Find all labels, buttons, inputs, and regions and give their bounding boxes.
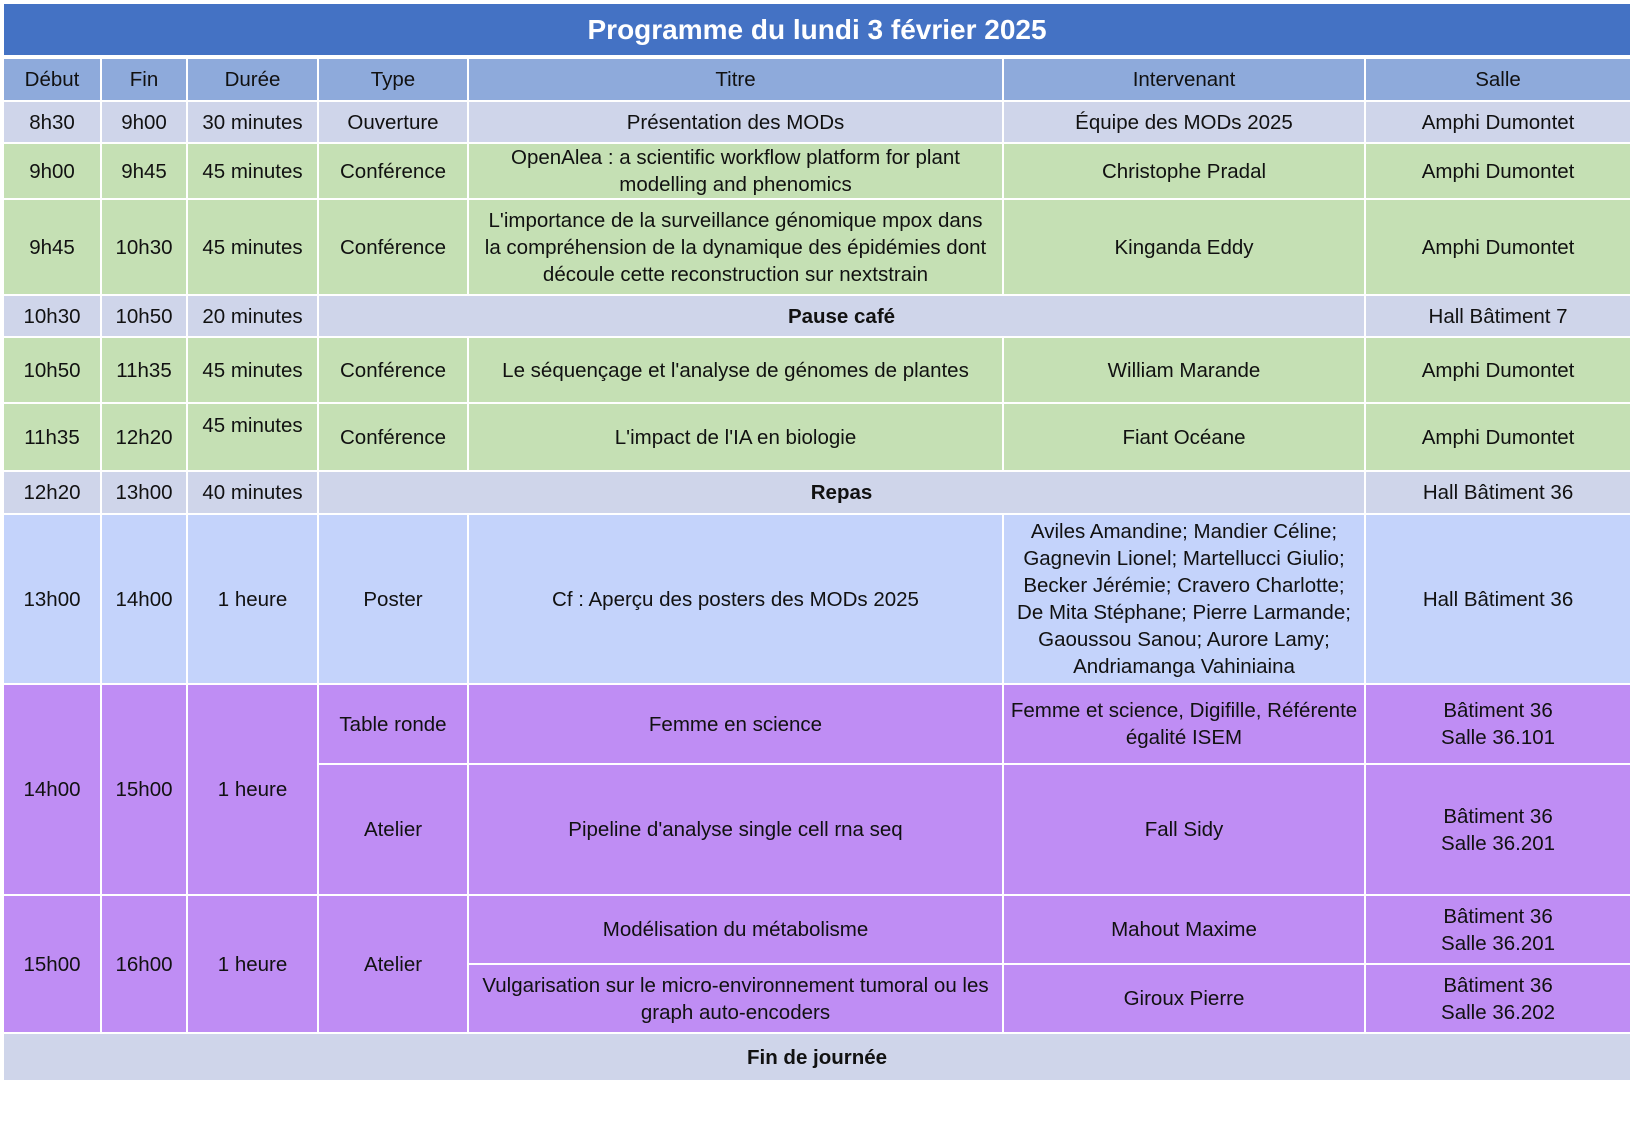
cell-fin: 15h00	[101, 684, 187, 895]
salle-line: Salle 36.201	[1441, 931, 1556, 955]
cell-intervenant	[1003, 684, 1365, 764]
cell-salle	[1365, 764, 1631, 895]
cell-fin: 9h00	[101, 101, 187, 143]
table-row	[3, 337, 1631, 403]
table-row	[3, 514, 1631, 684]
salle-line: Bâtiment 36	[1443, 804, 1553, 828]
cell-salle	[1365, 964, 1631, 1033]
cell-intervenant	[1003, 514, 1365, 684]
table-row	[3, 295, 1631, 337]
header-type: Type	[318, 57, 468, 101]
title-row	[3, 3, 1631, 57]
header-intervenant: Intervenant	[1003, 57, 1365, 101]
cell-duree: 30 minutes	[187, 101, 318, 143]
cell-intervenant: Kinganda Eddy	[1003, 199, 1365, 295]
cell-debut: 14h00	[3, 684, 101, 895]
header-titre: Titre	[468, 57, 1003, 101]
table-row	[3, 403, 1631, 471]
cell-titre: OpenAlea : a scientific workflow platform for plant modelling and phenomics	[468, 143, 1003, 199]
cell-type: Conférence	[318, 143, 468, 199]
cell-intervenant: Fall Sidy	[1003, 764, 1365, 895]
cell-salle: Amphi Dumontet	[1365, 143, 1631, 199]
cell-type: Conférence	[318, 403, 468, 471]
cell-debut: 10h30	[3, 295, 101, 337]
cell-duree: 40 minutes	[187, 471, 318, 514]
cell-debut: 9h00	[3, 143, 101, 199]
cell-duree: 1 heure	[187, 684, 318, 895]
cell-duree: 45 minutes	[187, 199, 318, 295]
cell-type: Poster	[318, 514, 468, 684]
cell-salle: Amphi Dumontet	[1365, 199, 1631, 295]
intervenant-line: Gagnevin Lionel; Martellucci Giulio;	[1023, 547, 1345, 570]
cell-type: Atelier	[318, 764, 468, 895]
cell-titre: Femme en science	[468, 684, 1003, 764]
salle-line: Bâtiment 36	[1443, 973, 1553, 997]
header-debut: Début	[3, 57, 101, 101]
cell-type: Ouverture	[318, 101, 468, 143]
intervenant-line: De Mita Stéphane; Pierre Larmande;	[1017, 601, 1351, 624]
cell-intervenant: William Marande	[1003, 337, 1365, 403]
intervenant-line: Andriamanga Vahiniaina	[1073, 655, 1295, 678]
cell-titre: Pipeline d'analyse single cell rna seq	[468, 764, 1003, 895]
cell-titre: Présentation des MODs	[468, 101, 1003, 143]
cell-debut: 13h00	[3, 514, 101, 684]
salle-line: Bâtiment 36	[1443, 904, 1553, 928]
salle-line: Salle 36.202	[1441, 1000, 1556, 1024]
intervenant-line: égalité ISEM	[1125, 726, 1243, 749]
cell-titre: Le séquençage et l'analyse de génomes de plantes	[468, 337, 1003, 403]
cell-duree: 45 minutes	[187, 143, 318, 199]
cell-debut: 9h45	[3, 199, 101, 295]
cell-salle	[1365, 684, 1631, 764]
cell-titre: Modélisation du métabolisme	[468, 895, 1003, 964]
cell-salle: Hall Bâtiment 36	[1365, 471, 1631, 514]
cell-intervenant: Équipe des MODs 2025	[1003, 101, 1365, 143]
salle-line: Salle 36.201	[1441, 831, 1556, 855]
cell-fin: 16h00	[101, 895, 187, 1033]
cell-salle: Amphi Dumontet	[1365, 337, 1631, 403]
schedule-table	[2, 2, 1632, 1082]
cell-salle: Amphi Dumontet	[1365, 403, 1631, 471]
cell-fin: 13h00	[101, 471, 187, 514]
cell-debut: 11h35	[3, 403, 101, 471]
cell-pause: Repas	[318, 471, 1365, 514]
header-fin: Fin	[101, 57, 187, 101]
cell-salle	[1365, 895, 1631, 964]
cell-duree: 1 heure	[187, 514, 318, 684]
intervenant-line: Gaoussou Sanou; Aurore Lamy;	[1038, 628, 1330, 651]
cell-fin: 11h35	[101, 337, 187, 403]
cell-debut: 15h00	[3, 895, 101, 1033]
table-row	[3, 684, 1631, 764]
cell-duree: 45 minutes	[187, 337, 318, 403]
footer-row	[3, 1033, 1631, 1081]
cell-duree: 1 heure	[187, 895, 318, 1033]
cell-debut: 10h50	[3, 337, 101, 403]
salle-line: Salle 36.101	[1441, 726, 1556, 749]
intervenant-line: Aviles Amandine; Mandier Céline;	[1030, 520, 1338, 543]
cell-fin: 12h20	[101, 403, 187, 471]
cell-debut: 8h30	[3, 101, 101, 143]
titre-line: Vulgarisation sur le micro-environnement tumoral ou les	[482, 973, 989, 997]
cell-salle: Hall Bâtiment 7	[1365, 295, 1631, 337]
cell-intervenant: Christophe Pradal	[1003, 143, 1365, 199]
cell-titre: L'impact de l'IA en biologie	[468, 403, 1003, 471]
header-duree: Durée	[187, 57, 318, 101]
intervenant-line: Femme et science, Digifille, Référente	[1010, 699, 1358, 722]
cell-type: Atelier	[318, 895, 468, 1033]
header-row	[3, 57, 1631, 101]
cell-fin: 10h30	[101, 199, 187, 295]
cell-fin: 10h50	[101, 295, 187, 337]
salle-line: Bâtiment 36	[1443, 699, 1553, 722]
cell-type: Conférence	[318, 337, 468, 403]
cell-fin: 14h00	[101, 514, 187, 684]
titre-line: graph auto-encoders	[640, 1000, 831, 1024]
cell-type: Conférence	[318, 199, 468, 295]
cell-debut: 12h20	[3, 471, 101, 514]
cell-intervenant: Giroux Pierre	[1003, 964, 1365, 1033]
cell-duree: 45 minutes	[187, 403, 318, 471]
cell-pause: Pause café	[318, 295, 1365, 337]
table-row	[3, 101, 1631, 143]
cell-intervenant: Mahout Maxime	[1003, 895, 1365, 964]
cell-titre	[468, 964, 1003, 1033]
cell-salle: Amphi Dumontet	[1365, 101, 1631, 143]
cell-duree: 20 minutes	[187, 295, 318, 337]
cell-type: Table ronde	[318, 684, 468, 764]
cell-intervenant: Fiant Océane	[1003, 403, 1365, 471]
table-row	[3, 199, 1631, 295]
table-row	[3, 895, 1631, 964]
cell-fin: 9h45	[101, 143, 187, 199]
cell-titre: L'importance de la surveillance génomique mpox dans la compréhension de la dynamique des épidémies dont découle cette reconstruction sur nextstrain	[468, 199, 1003, 295]
header-salle: Salle	[1365, 57, 1631, 101]
intervenant-line: Becker Jérémie; Cravero Charlotte;	[1023, 574, 1345, 597]
cell-salle: Hall Bâtiment 36	[1365, 514, 1631, 684]
footer-label: Fin de journée	[3, 1033, 1631, 1081]
schedule-container	[2, 2, 1630, 1082]
cell-titre: Cf : Aperçu des posters des MODs 2025	[468, 514, 1003, 684]
page-title: Programme du lundi 3 février 2025	[3, 3, 1631, 57]
table-row	[3, 143, 1631, 199]
table-row	[3, 471, 1631, 514]
